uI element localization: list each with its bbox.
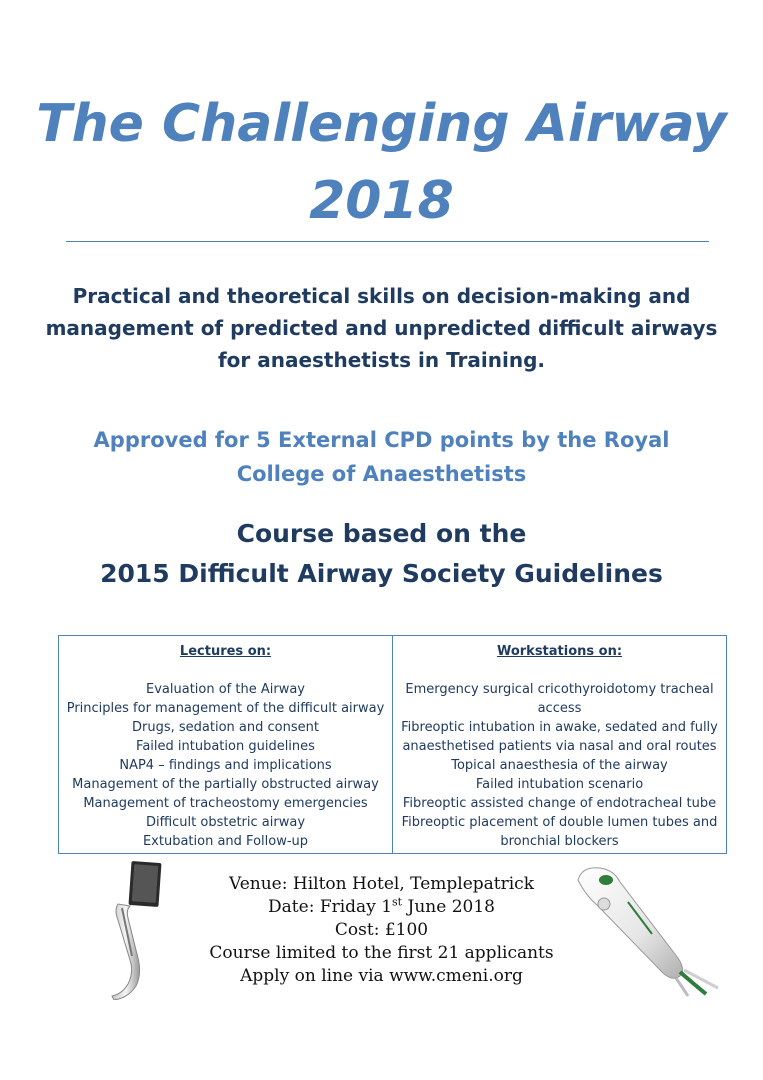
lecture-item: Extubation and Follow-up	[142, 834, 309, 849]
lecture-item: Management of tracheostomy emergencies	[83, 796, 368, 811]
workstation-item: Emergency surgical cricothyroidotomy tracheal	[405, 682, 714, 697]
lecture-item: Difficult obstetric airway	[145, 815, 306, 830]
workstation-item: Failed intubation scenario	[475, 777, 644, 792]
title-divider	[66, 241, 709, 242]
course-line-1: Course based on the	[236, 519, 527, 548]
subtitle	[40, 280, 723, 376]
subtitle-line-3: for anaesthetists in Training.	[217, 348, 546, 372]
video-laryngoscope-image	[108, 860, 168, 1000]
apply-text: Apply on line via www.cmeni.org	[240, 966, 523, 986]
title-line-2: 2018	[309, 171, 454, 231]
subtitle-line-2: management of predicted and unpredicted difficult airways	[45, 316, 718, 340]
date-prefix: Date: Friday 1	[268, 897, 393, 917]
workstation-item: access	[537, 701, 582, 716]
event-details	[200, 873, 563, 988]
lectures-heading: Lectures on:	[179, 644, 272, 659]
workstation-item: Fibreoptic placement of double lumen tubes and	[401, 815, 718, 830]
date-sup: st	[392, 895, 403, 909]
title-line-1: The Challenging Airway	[36, 94, 727, 154]
lecture-item: Evaluation of the Airway	[146, 682, 305, 697]
lectures-column	[59, 636, 392, 853]
workstation-item: anaesthetised patients via nasal and oral routes	[402, 739, 717, 754]
workstations-column	[392, 636, 726, 853]
lecture-item: Management of the partially obstructed airway	[72, 777, 379, 792]
cpd-line-2: College of Anaesthetists	[236, 462, 527, 486]
cpd-line-1: Approved for 5 External CPD points by the Royal	[93, 428, 670, 452]
lecture-item: Principles for management of the difficult airway	[66, 701, 385, 716]
course-line-2: 2015 Difficult Airway Society Guidelines	[100, 559, 663, 588]
limit-text: Course limited to the first 21 applicants	[209, 943, 554, 963]
workstation-item: bronchial blockers	[500, 834, 619, 849]
subtitle-line-1: Practical and theoretical skills on decision-making and	[72, 284, 691, 308]
content-table	[58, 635, 727, 854]
cost-text: Cost: £100	[334, 920, 429, 940]
fibreoptic-scope-image	[568, 862, 730, 1000]
lecture-item: NAP4 – findings and implications	[119, 758, 332, 773]
lecture-item: Failed intubation guidelines	[136, 739, 315, 754]
workstation-item: Fibreoptic intubation in awake, sedated and fully	[401, 720, 718, 735]
course-basis	[40, 514, 723, 594]
workstations-heading: Workstations on:	[496, 644, 623, 659]
cpd-approval	[60, 423, 703, 491]
date-text	[200, 896, 563, 919]
workstation-item: Topical anaesthesia of the airway	[451, 758, 668, 773]
date-suffix: June 2018	[402, 897, 495, 917]
workstation-item: Fibreoptic assisted change of endotracheal tube	[402, 796, 717, 811]
lecture-item: Drugs, sedation and consent	[132, 720, 319, 735]
venue-text: Venue: Hilton Hotel, Templepatrick	[229, 874, 534, 894]
